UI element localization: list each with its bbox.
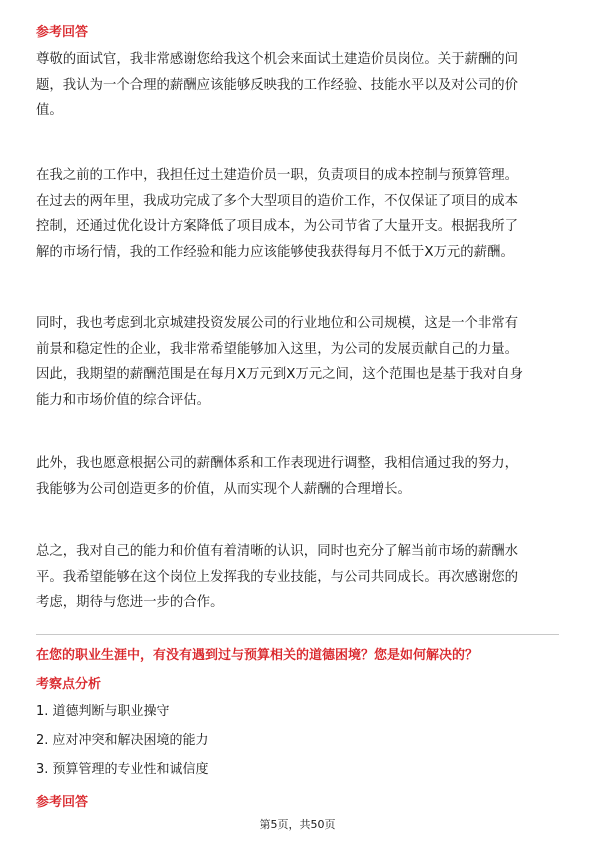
question-heading: 在您的职业生涯中，有没有遇到过与预算相关的道德困境？您是如何解决的？ — [36, 648, 479, 663]
paragraph-line: 平。我希望能够在这个岗位上发挥我的专业技能，与公司共同成长。再次感谢您的 — [36, 569, 519, 585]
answer-paragraph-5 — [36, 539, 560, 616]
paragraph-line: 在我之前的工作中，我担任过土建造价员一职，负责项目的成本控制与预算管理。 — [36, 168, 519, 183]
paragraph-line: 解的市场行情，我的工作经验和能力应该能够使我获得每月不低于X万元的薪酬。 — [36, 244, 514, 260]
paragraph-line: 考虑，期待与您进一步的合作。 — [36, 595, 224, 610]
paragraph-line: 前景和稳定性的企业，我非常希望能够加入这里，为公司的发展贡献自己的力量。 — [36, 341, 519, 357]
analysis-point-1: 1. 道德判断与职业操守 — [36, 704, 170, 719]
paragraph-line: 值。 — [36, 103, 63, 118]
reference-answer-heading: 参考回答 — [36, 25, 89, 40]
answer-paragraph-2 — [36, 163, 560, 265]
analysis-point-3: 3. 预算管理的专业性和诚信度 — [36, 762, 209, 777]
paragraph-line: 此外，我也愿意根据公司的薪酬体系和工作表现进行调整，我相信通过我的努力， — [36, 456, 519, 471]
paragraph-line: 控制，还通过优化设计方案降低了项目成本，为公司节省了大量开支。根据我所了 — [36, 219, 519, 234]
answer-paragraph-1 — [36, 47, 560, 124]
page-number: 第5页，共50页 — [259, 818, 336, 831]
section-divider — [36, 634, 559, 635]
answer-paragraph-4 — [36, 451, 560, 502]
paragraph-line: 尊敬的面试官，我非常感谢您给我这个机会来面试土建造价员岗位。关于薪酬的问 — [36, 52, 519, 67]
paragraph-line: 同时，我也考虑到北京城建投资发展公司的行业地位和公司规模，这是一个非常有 — [36, 316, 519, 331]
paragraph-line: 因此，我期望的薪酬范围是在每月X万元到X万元之间，这个范围也是基于我对自身 — [36, 367, 524, 382]
paragraph-line: 总之，我对自己的能力和价值有着清晰的认识，同时也充分了解当前市场的薪酬水 — [36, 544, 519, 559]
analysis-heading: 考察点分析 — [36, 677, 102, 692]
paragraph-line: 我能够为公司创造更多的价值，从而实现个人薪酬的合理增长。 — [36, 481, 411, 497]
paragraph-line: 题，我认为一个合理的薪酬应该能够反映我的工作经验、技能水平以及对公司的价 — [36, 77, 519, 93]
answer-paragraph-3 — [36, 311, 560, 413]
paragraph-line: 在过去的两年里，我成功完成了多个大型项目的造价工作，不仅保证了项目的成本 — [36, 193, 519, 209]
paragraph-line: 能力和市场价值的综合评估。 — [36, 392, 211, 408]
next-reference-answer-heading: 参考回答 — [36, 795, 89, 810]
analysis-point-2: 2. 应对冲突和解决困境的能力 — [36, 733, 209, 748]
